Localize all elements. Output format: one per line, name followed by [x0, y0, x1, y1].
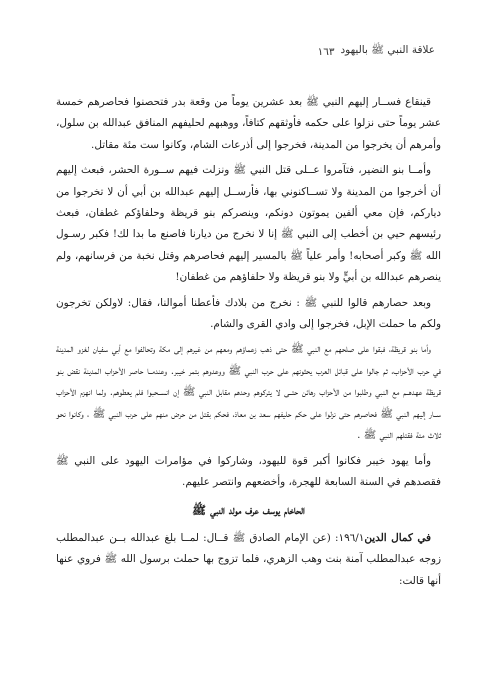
paragraph-6-lead: في كمال الدين: [364, 531, 431, 544]
running-header: [62, 44, 435, 59]
paragraph-6-text: ١٩٦/١: (عن الإمام الصادق ﷺ قــال: لمــا بلغ عبدالله بــن عبدالمطلب زوجه عبدالمطلب آمنة بنت وهب الزهري، فلما تزوج بها حملت برسول الله ﷺ فروي عنها أنها قالت:: [56, 531, 441, 587]
paragraph-3: وبعد حصارهم قالوا للنبي ﷺ : نخرج من بلادك فأعطنا أموالنا، فقال: لاولكن تخرجون ولكم ما حملت الإبل، فخرجوا إلى وادي القرى والشام.: [56, 296, 441, 331]
paragraph-5: وأما يهود خيبر فكانوا أكبر قوة لليهود، وشاركوا في مؤامرات اليهود على النبي ﷺ فقصدهم في السنة السابعة للهجرة، وأخضعهم وانتصر عليهم.: [56, 454, 441, 488]
paragraph-4: وأما بنو قريظة، فبقوا على صلحهم مع النبي ﷺ حتى ذهب زعماؤهم ومعهم من غيرهم إلى مكة وتحالفوا مع أبي سفيان لغزو المدينة في حرب الأحزاب، ثم جالوا على قبائل العرب يحثونهم على حرب النبي ﷺ ووعدوهم بتمر خيبر. وعندمــا حاصر الأحزاب المدينة نقض بنو قريظة عهدهــم مع النبي وطلبوا من الأحزاب رهائن حتــى لا يتركوهم وحدهم مقابل النبي ﷺ إن انســحبوا فلم يعطوهم. ولما انهزم الأحزاب ســار إليهم النبي ﷺ فحاصرهم حتى نزلوا على حكم حليفهم سعد بن معاذ، فحكم بقتل من حرض منهم على حرب النبي ﷺ ، وكانوا نحو ثلاث مئة فقتلهم النبي ﷺ .: [56, 343, 441, 442]
paragraph-6: [56, 528, 441, 592]
page-body: [56, 92, 441, 596]
running-header-title: علاقة النبي ﷺ باليهود: [340, 44, 435, 56]
paragraph-2: وأمــا بنو النضير، فتآمروا عــلى قتل النبي ﷺ ونزلت فيهم ســورة الحشر، فبعث إليهم أن أخرجوا من المدينة ولا تســاكنوني بها، فأرســل إليهم عبدالله بن أبي أن لا تخرجوا من دياركم، فإن معي ألفين يموتون دونكم، وينصركم بنو قريظة وحلفاؤكم غطفان، فبعث رئيسهم حيي بن أخطب إلى النبي ﷺ إنا لا نخرج من ديارنا فاصنع ما بدا لك! فكبر رسـول الله ﷺ وكبر أصحابه! وأمر علياً ﷺ بالمسير إليهم فحاصرهم وقتل نخبة من فرسانهم، ولم ينصرهم عبدالله بن أبيٍّ ولا بنو قريظة ولا حلفاؤهم من غطفان!: [56, 164, 441, 284]
page-number: ١٦٣: [317, 45, 335, 58]
paragraph-1: قينقاع فســار إليهم النبي ﷺ بعد عشرين يوماً من وقعة بدر فتحصنوا فحاصرهم خمسة عشر يوماً حتى نزلوا على حكمه فأوثقهم كتافاً، ووهبهم لحليفهم المنافق عبدالله بن سلول، وأمرهم أن يخرجوا من المدينة، فخرجوا إلى أذرعات الشام، وكانوا ست مئة مقاتل.: [56, 96, 441, 151]
section-heading: الحاخام يوسف عرف مولد النبي ﷺ: [192, 503, 305, 518]
